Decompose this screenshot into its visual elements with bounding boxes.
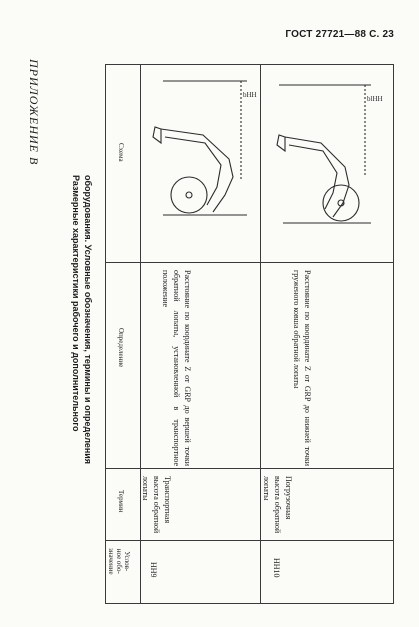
row2-scheme-label: blHH	[367, 95, 383, 103]
row1-wheel-hub	[186, 192, 192, 198]
row2-stick	[289, 145, 337, 209]
row1-bucket	[153, 127, 161, 143]
row1-term	[140, 476, 173, 536]
row2-bucket	[277, 135, 285, 151]
row1-definition	[160, 270, 193, 466]
row2-term-text: Погрузочная высота обратной лопаты	[262, 476, 293, 534]
page-header: ГОСТ 27721—88 С. 23	[285, 29, 394, 40]
column-separator-term-definition	[105, 468, 394, 469]
row2-symbol	[272, 558, 281, 578]
table-border-right	[105, 64, 394, 65]
header-term-text: Термин	[117, 490, 125, 513]
appendix-title: ПРИЛОЖЕНИЕ В	[27, 59, 41, 166]
row2-scheme-diagram	[263, 67, 393, 263]
header-definition-text: Определение	[117, 328, 125, 368]
row2-symbol-text: HH10	[272, 558, 281, 578]
header-definition	[117, 328, 125, 367]
table-border-top	[105, 64, 106, 604]
row1-definition-text: Расстояние по координате Z от GRP до вершей точки обратной лопаты, установленной в транспортное положение	[161, 270, 192, 466]
row1-scheme-diagram	[143, 67, 263, 263]
table-border-left	[105, 603, 394, 604]
row1-scheme-label: bHH	[243, 91, 257, 99]
row1-term-text: Транспортная высота обратной лопаты	[141, 476, 172, 534]
column-separator-symbol-term	[105, 540, 394, 541]
header-scheme	[117, 143, 125, 162]
row1-stick	[165, 137, 221, 205]
table-caption-line-2: оборудования. Условные обозначения, термины и определения	[83, 175, 93, 465]
header-symbol	[107, 548, 131, 575]
header-scheme-text: Схема	[117, 143, 125, 162]
row1-wheel	[171, 177, 207, 213]
row2-definition	[291, 270, 313, 466]
table-caption-line-1: Размерные характеристики рабочего и дополнительного	[71, 175, 81, 432]
row2-term	[261, 476, 294, 536]
header-symbol-text: Услов- ное обо- значение	[107, 548, 131, 575]
row2-definition-text: Расстояние по координате Z от GRP до нижней точки груженого ковша обратной лопаты	[292, 270, 312, 466]
row1-symbol	[149, 562, 158, 578]
row1-symbol-text: HH9	[149, 562, 158, 578]
header-term	[117, 490, 125, 512]
table-border-bottom	[393, 64, 394, 604]
